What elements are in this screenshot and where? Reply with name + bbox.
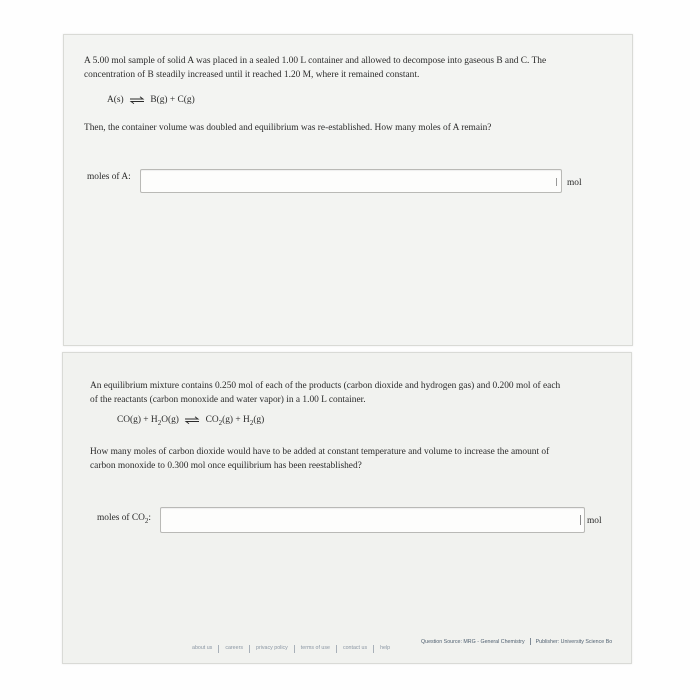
footer-separator [249, 645, 250, 653]
problem-1-question: Then, the container volume was doubled and equilibrium was re-established. How many moles of A remain? [84, 123, 492, 133]
footer-link-careers[interactable]: careers [225, 645, 243, 651]
problem-2-text [90, 380, 630, 407]
problem-2-line-2: of the reactants (carbon monoxide and water vapor) in a 1.00 L container. [90, 394, 366, 405]
footer-link-terms[interactable]: terms of use [300, 645, 330, 651]
footer-link-help[interactable]: help [380, 645, 391, 651]
equation-products: B(g) + C(g) [150, 95, 195, 105]
moles-of-co2-input[interactable] [160, 507, 585, 533]
equation-co2-rest: (g) + H [222, 415, 250, 425]
footer-link-contact[interactable]: contact us [342, 645, 368, 651]
equation-co-h: CO(g) + H [117, 415, 158, 425]
co2-subscript: 2 [218, 418, 223, 427]
question-source-line [421, 638, 612, 645]
equilibrium-arrow-icon [129, 96, 145, 104]
equation-h2-rest: (g) [253, 415, 265, 425]
equation-h2o-rest: O(g) [161, 415, 179, 425]
footer-link-privacy[interactable]: privacy policy [256, 645, 288, 651]
problem-2-question [90, 446, 630, 473]
moles-of-a-label: moles of A: [87, 172, 131, 182]
problem-2-panel [62, 352, 632, 664]
input-cursor [556, 178, 557, 186]
problem-1-panel [63, 34, 633, 346]
problem-2-question-line-1: How many moles of carbon dioxide would have to be added at constant temperature and volume to increase the amount of [90, 447, 550, 457]
equation-co2: CO [205, 415, 219, 425]
footer-separator [294, 645, 295, 653]
problem-1-line-1: A 5.00 mol sample of solid A was placed in a sealed 1.00 L container and allowed to decompose into gaseous B and C. The [84, 56, 547, 66]
equilibrium-arrow-icon [184, 416, 200, 424]
problem-1-line-2: concentration of B steadily increased until it reached 1.20 M, where it remained constant. [84, 69, 420, 80]
h2-subscript: 2 [249, 418, 254, 427]
question-source: Question Source: MRG - General Chemistry [421, 638, 525, 645]
equation-reactant: A(s) [107, 95, 124, 105]
problem-1-equation [107, 95, 195, 105]
footer-link-about[interactable]: about us [192, 645, 213, 651]
moles-of-co2-label-colon: : [148, 513, 152, 523]
problem-1-text [84, 55, 624, 82]
problem-2-equation [117, 415, 264, 427]
footer-separator [336, 645, 337, 653]
moles-of-co2-label [97, 513, 151, 525]
problem-2-question-line-2: carbon monoxide to 0.300 mol once equilibrium has been reestablished? [90, 460, 362, 471]
footer-separator [530, 638, 531, 645]
moles-of-co2-label-text: moles of CO [97, 513, 145, 523]
moles-of-co2-label-sub: 2 [144, 516, 149, 525]
moles-of-a-input[interactable] [140, 169, 562, 193]
moles-of-co2-unit: mol [587, 516, 602, 526]
publisher: Publisher: University Science Bo [535, 638, 613, 645]
input-cursor [580, 515, 581, 525]
footer-separator [373, 645, 374, 653]
problem-2-line-1: An equilibrium mixture contains 0.250 mol of each of the products (carbon dioxide and hydrogen gas) and 0.200 mol of each [90, 381, 561, 391]
moles-of-a-unit: mol [567, 178, 582, 188]
footer-separator [218, 645, 219, 653]
footer-links [192, 645, 390, 653]
h2o-subscript: 2 [157, 418, 162, 427]
